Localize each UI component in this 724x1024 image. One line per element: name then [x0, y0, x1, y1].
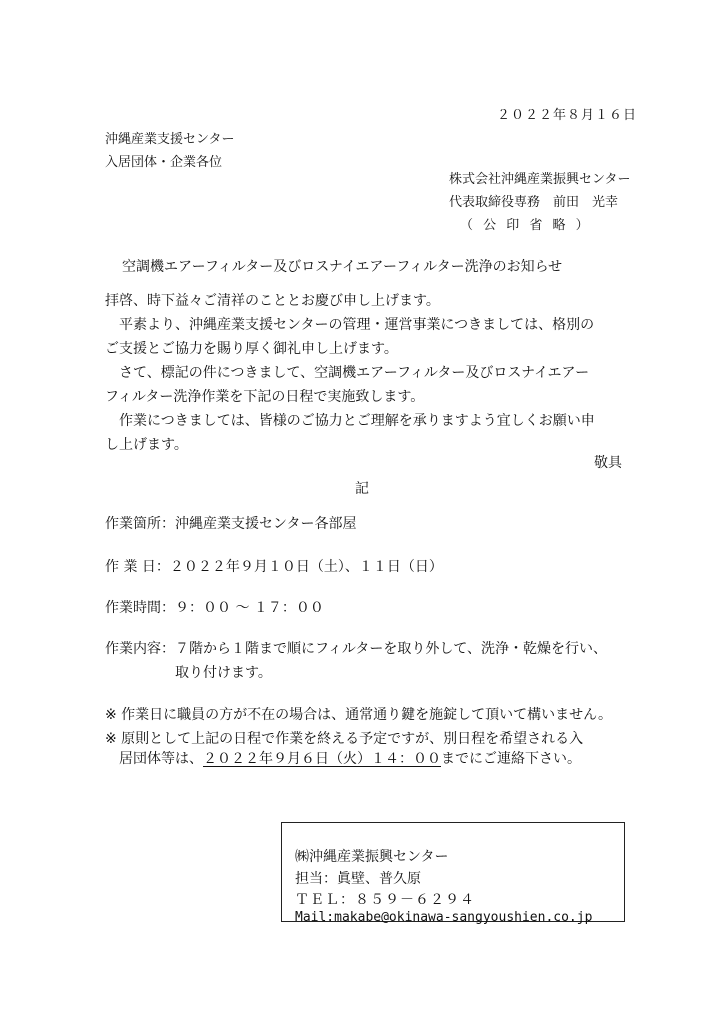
note-schedule-line-2 — [119, 752, 581, 766]
body-paragraph-2-line-1: 平素より、沖縄産業支援センターの管理・運営事業につきましては、格別の — [119, 317, 595, 333]
work-content-line-1: 作業内容：７階から１階まで順にフィルターを取り外して、洗浄・乾燥を行い、 — [105, 641, 608, 657]
body-paragraph-3-line-1: さて、標記の件につきまして、空調機エアーフィルター及びロスナイエアー — [119, 365, 590, 381]
letter-date: ２０２２年８月１６日 — [497, 108, 638, 123]
note-schedule-deadline: ２０２２年９月６日（火）１４：００ — [203, 751, 441, 767]
note-schedule-line-1: ※ 原則として上記の日程で作業を終える予定ですが、別日程を希望される入 — [105, 731, 584, 747]
work-location: 作業箇所：沖縄産業支援センター各部屋 — [105, 516, 357, 532]
recipient-group: 入居団体・企業各位 — [105, 155, 223, 170]
body-paragraph-2-line-2: ご支援とご協力を賜り厚く御礼申し上げます。 — [105, 341, 398, 357]
closing-keigu: 敬具 — [594, 455, 622, 471]
greeting-paragraph: 拝啓、時下益々ご清祥のこととお慶び申し上げます。 — [105, 293, 440, 309]
note-absence: ※ 作業日に職員の方が不在の場合は、通常通り鍵を施錠して頂いて構いません。 — [105, 707, 613, 723]
recipient-organization: 沖縄産業支援センター — [105, 132, 235, 147]
work-date: 作 業 日：２０２２年９月１０日（土）、１１日（日） — [105, 559, 443, 575]
ki-heading: 記 — [355, 481, 369, 497]
seal-omitted-note: （ 公 印 省 略 ） — [460, 218, 592, 233]
sender-representative: 代表取締役専務 前田 光幸 — [449, 195, 619, 210]
work-content-line-2: 取り付けます。 — [175, 665, 272, 681]
contact-phone: ＴＥＬ：８５９－６２９４ — [295, 892, 475, 908]
body-paragraph-4-line-2: し上げます。 — [105, 437, 188, 453]
contact-organization: ㈱沖縄産業振興センター — [295, 849, 449, 865]
page-title: 空調機エアーフィルター及びロスナイエアーフィルター洗浄のお知らせ — [122, 259, 563, 275]
contact-email: Mail:makabe@okinawa-sangyoushien.co.jp — [295, 910, 593, 925]
work-time: 作業時間：９：００ ～ １７：００ — [105, 600, 324, 616]
contact-staff: 担当：眞壁、普久原 — [295, 871, 421, 887]
body-paragraph-3-line-2: フィルター洗浄作業を下記の日程で実施致します。 — [105, 389, 425, 405]
sender-company: 株式会社沖縄産業振興センター — [449, 172, 631, 187]
note-schedule-prefix: 居団体等は、 — [119, 751, 203, 767]
contact-box — [281, 822, 625, 925]
body-paragraph-4-line-1: 作業につきましては、皆様のご協力とご理解を承りますよう宜しくお願い申 — [119, 413, 595, 429]
note-schedule-suffix: までにご連絡下さい。 — [441, 751, 581, 767]
